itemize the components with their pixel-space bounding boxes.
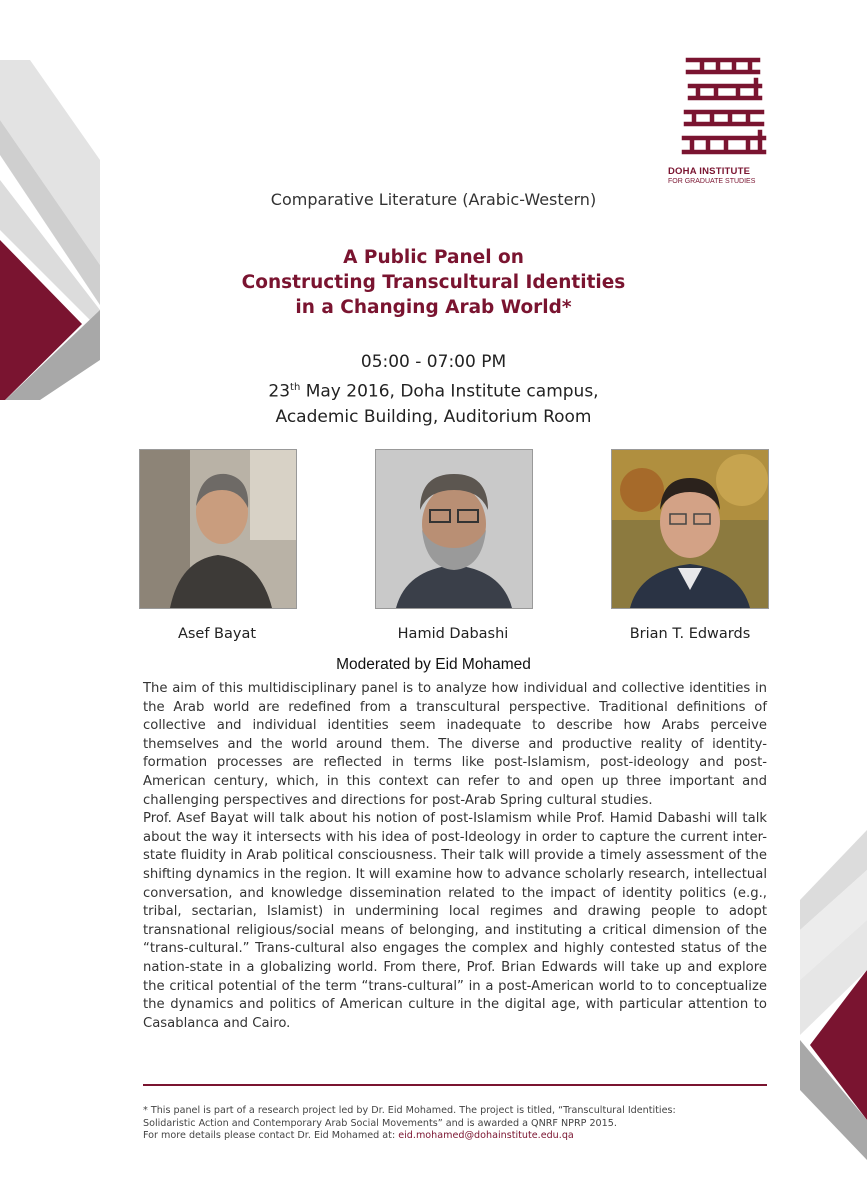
footnote-line-2: Solidaristic Action and Contemporary Arab Social Movements” and is awarded a QNRF NPRP 2015. [143, 1117, 617, 1129]
right-chevron-decoration [800, 830, 867, 1160]
arabic-calligraphy-logo-icon [668, 52, 768, 164]
panelist-name-asef-bayat: Asef Bayat [177, 626, 257, 642]
event-day-suffix: th [290, 382, 301, 393]
title-line-2: Constructing Transcultural Identities [241, 272, 626, 293]
event-date [0, 375, 867, 405]
panelist-photo-brian-edwards [611, 449, 769, 609]
event-location: Academic Building, Auditorium Room [275, 406, 592, 427]
event-date-rest: May 2016, Doha Institute campus, [300, 381, 599, 402]
contact-email-link[interactable]: eid.mohamed@dohainstitute.edu.qa [398, 1130, 574, 1142]
institute-logo [668, 52, 778, 186]
panelist-name-hamid-dabashi: Hamid Dabashi [397, 626, 509, 642]
event-schedule [0, 350, 867, 430]
description-paragraph-1: The aim of this multidisciplinary panel is to analyze how individual and collective identities in the Arab world are redefined from a transcultural perspective. Traditional definitions of collective and individual identities seem inadequate to describe how Arabs perceive themselves and the world around them. The diverse and productive reality of identity-formation processes are reflected in terms like post-Islamism, post-ideology and post-American century, which, in this context can refer to and open up three important and challenging perspectives and directions for post-Arab Spring cultural studies. [143, 681, 767, 808]
event-time: 05:00 - 07:00 PM [360, 352, 507, 372]
footnote-line-1: * This panel is part of a research project led by Dr. Eid Mohamed. The project is titled, “Transcultural Identities: [143, 1105, 676, 1116]
footer-divider [143, 1084, 767, 1086]
footnote-line-3 [143, 1130, 783, 1143]
footnote-contact-text: For more details please contact Dr. Eid Mohamed at: [143, 1130, 399, 1142]
program-name: Comparative Literature (Arabic-Western) [270, 190, 597, 209]
title-line-3: in a Changing Arab World* [295, 297, 572, 318]
title-line-1: A Public Panel on [343, 247, 524, 268]
left-chevron-decoration [0, 60, 120, 400]
panelist-photo-asef-bayat [139, 449, 297, 609]
logo-text-line1: DOHA INSTITUTE [668, 166, 751, 177]
logo-text-line2: FOR GRADUATE STUDIES [668, 178, 756, 185]
moderator-line: Moderated by Eid Mohamed [336, 656, 531, 673]
description-paragraph-2: Prof. Asef Bayat will talk about his notion of post-Islamism while Prof. Hamid Dabashi will talk about the way it intersects with his idea of post-Ideology in order to capture the current inter-state fluidity in Arab political consciousness. Their talk will provide a timely assessment of the shifting dynamics in the region. It will examine how to advance scholarly research, intellectual conversation, and knowledge dissemination related to the impact of identity politics (e.g., tribal, sectarian, Islamist) in undermining local regimes and drawing people to adopt transnational religious/social means of belonging, and instituting a critical dimension of the “trans-cultural.” Trans-cultural also engages the complex and highly contested status of the nation-state in a globalizing world. From there, Prof. Brian Edwards will take up and explore the critical potential of the term “trans-cultural” in a post-American world to to conceptualize the dynamics and politics of American culture in the digital age, with particular attention to Casablanca and Cairo. [143, 811, 767, 1031]
event-description [143, 680, 767, 1033]
event-title [0, 245, 867, 320]
footnote [143, 1105, 783, 1143]
panelist-name-brian-edwards: Brian T. Edwards [629, 626, 751, 642]
panelist-photo-hamid-dabashi [375, 449, 533, 609]
event-day: 23 [268, 381, 291, 402]
